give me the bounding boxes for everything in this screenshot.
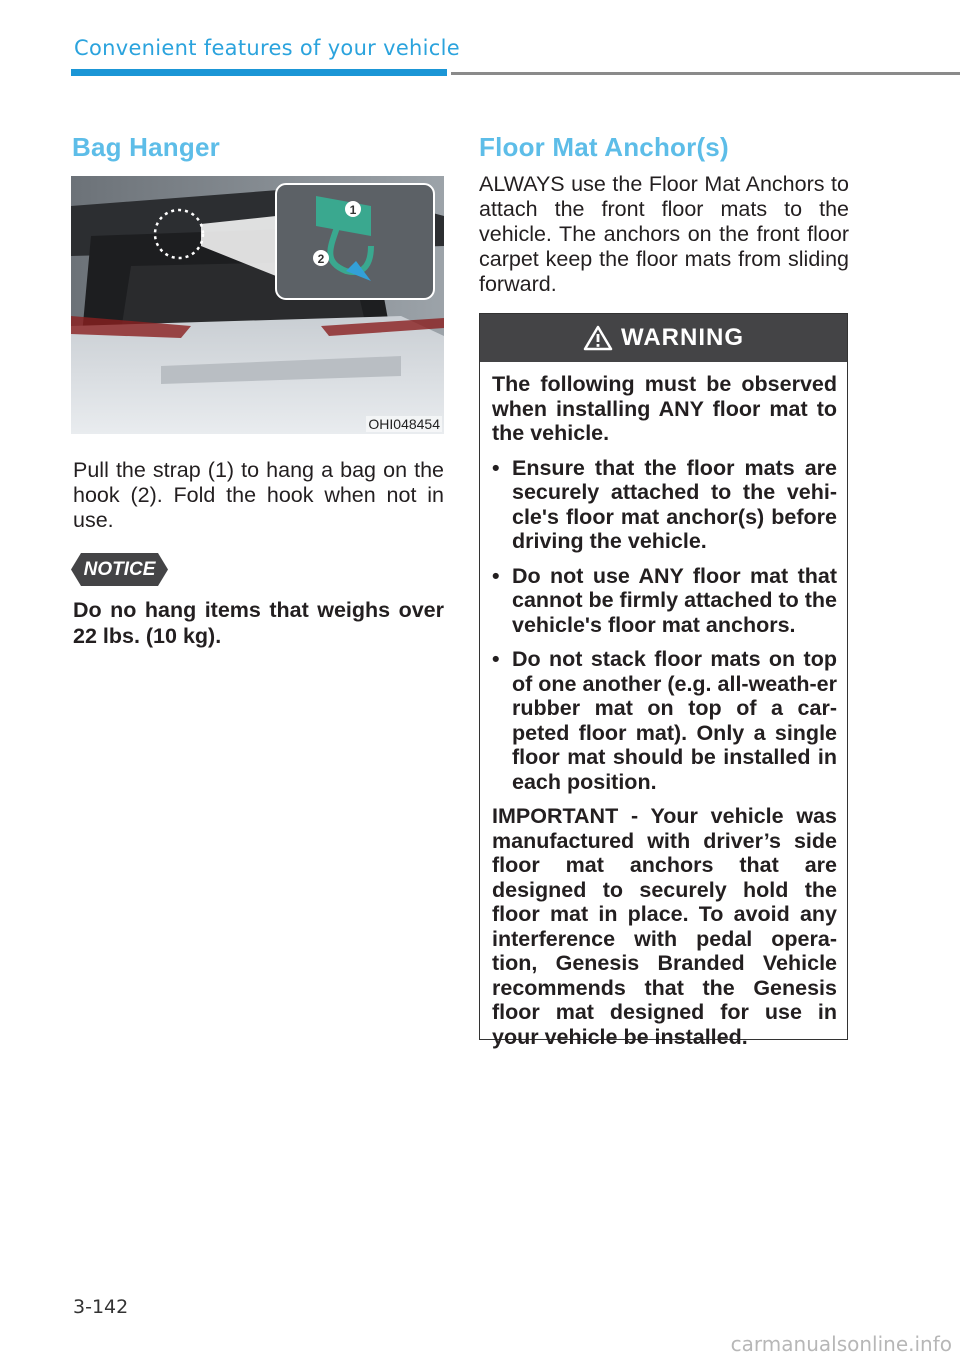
notice-badge — [71, 553, 168, 586]
header-rule — [451, 72, 960, 75]
warning-bullet-list — [492, 456, 837, 795]
watermark: carmanualsonline.info — [730, 1332, 952, 1356]
warning-header — [480, 314, 847, 362]
page-number: 3-142 — [73, 1296, 129, 1318]
warning-triangle-icon — [583, 325, 613, 351]
header-accent-bar — [71, 69, 447, 76]
warning-intro: The following must be observed when installing ANY floor mat to the vehicle. — [492, 372, 837, 445]
notice-text: Do no hang items that weighs over 22 lbs. (10 kg). — [73, 598, 444, 648]
warning-body — [480, 362, 847, 1049]
figure-code: OHI048454 — [368, 416, 440, 432]
bag-hanger-paragraph: Pull the strap (1) to hang a bag on the hook (2). Fold the hook when not in use. — [73, 458, 444, 532]
floor-mat-heading: Floor Mat Anchor(s) — [479, 132, 729, 162]
svg-text:1: 1 — [349, 203, 357, 217]
warning-bullet: • Ensure that the floor mats are securely attached to the vehi-cle's floor mat anchor(s) before driving the vehicle. — [492, 456, 837, 554]
trunk-photo-icon — [71, 176, 444, 434]
warning-bullet: • Do not stack floor mats on top of one another (e.g. all-weath-er rubber mat on top of a car-peted floor mat). Only a single floor mat should be installed in each position. — [492, 647, 837, 794]
bag-hanger-heading: Bag Hanger — [72, 132, 220, 162]
floor-mat-paragraph: ALWAYS use the Floor Mat Anchors to attach the front floor mats to the vehicle. The anchors on the front floor carpet keep the floor mats from sliding forward. — [479, 172, 849, 296]
warning-bullet: • Do not use ANY floor mat that cannot be firmly attached to the vehicle's floor mat anchors. — [492, 564, 837, 638]
warning-box — [479, 313, 848, 1049]
bag-hanger-illustration — [71, 176, 444, 434]
warning-important: IMPORTANT - Your vehicle was manufactured with driver’s side floor mat anchors that are designed to securely hold the floor mat in place. To avoid any interference with pedal opera-tion, Genesis Branded Vehicle recommends that the Genesis floor mat designed for use in your vehicle be installed. — [492, 804, 837, 1049]
svg-text:2: 2 — [317, 252, 325, 266]
section-title: Convenient features of your vehicle — [74, 36, 460, 60]
notice-label: NOTICE — [83, 559, 156, 580]
warning-title: WARNING — [621, 324, 744, 351]
